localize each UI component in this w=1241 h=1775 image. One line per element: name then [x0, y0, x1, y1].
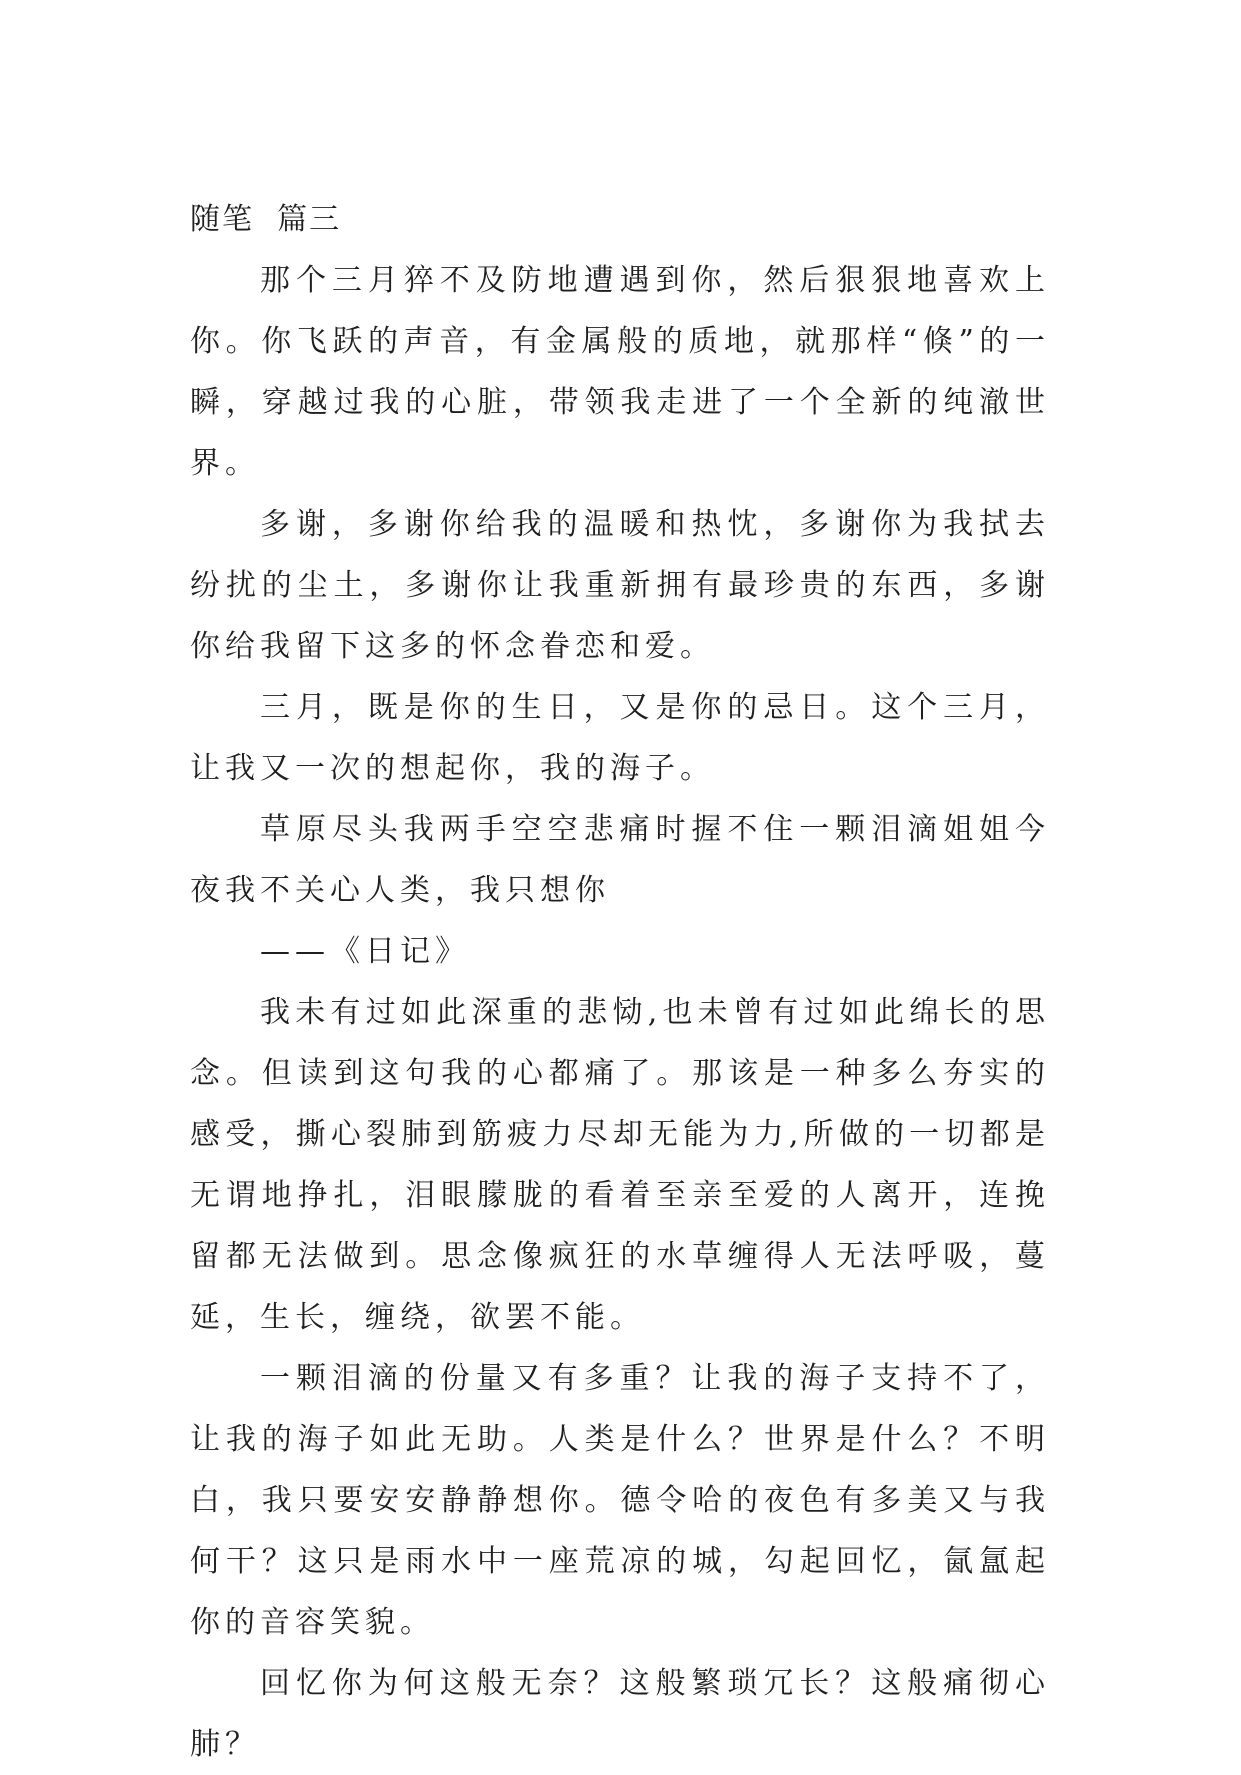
- document-body: [190, 190, 1050, 1775]
- paragraph-6: 回忆你为何这般无奈？这般繁琐冗长？这般痛彻心肺？: [190, 1666, 1050, 1762]
- document-title: 随笔 篇三: [190, 202, 342, 237]
- paragraph-2: 多谢，多谢你给我的温暖和热忱，多谢你为我拭去纷扰的尘土，多谢你让我重新拥有最珍贵的东西，多谢你给我留下这多的怀念眷恋和爱。: [190, 507, 1050, 664]
- quote-source: ——《日记》: [260, 934, 470, 969]
- paragraph-3: 三月，既是你的生日，又是你的忌日。这个三月，让我又一次的想起你，我的海子。: [190, 690, 1050, 786]
- paragraph-4: 我未有过如此深重的悲恸,也未曾有过如此绵长的思念。但读到这句我的心都痛了。那该是一种多么夯实的感受，撕心裂肺到筋疲力尽却无能为力,所做的一切都是无谓地挣扎，泪眼朦胧的看着至亲至爱的人离开，连挽留都无法做到。思念像疯狂的水草缠得人无法呼吸，蔓延，生长，缠绕，欲罢不能。: [190, 995, 1050, 1335]
- paragraph-1: 那个三月猝不及防地遭遇到你，然后狠狠地喜欢上你。你飞跃的声音，有金属般的质地，就那样“倏”的一瞬，穿越过我的心脏，带领我走进了一个全新的纯澈世界。: [190, 263, 1050, 481]
- poem-quote: 草原尽头我两手空空悲痛时握不住一颗泪滴姐姐今夜我不关心人类，我只想你: [190, 812, 1050, 908]
- paragraph-5: 一颗泪滴的份量又有多重？让我的海子支持不了，让我的海子如此无助。人类是什么？世界是什么？不明白，我只要安安静静想你。德令哈的夜色有多美又与我何干？这只是雨水中一座荒凉的城，勾起回忆，氤氲起你的音容笑貌。: [190, 1361, 1050, 1640]
